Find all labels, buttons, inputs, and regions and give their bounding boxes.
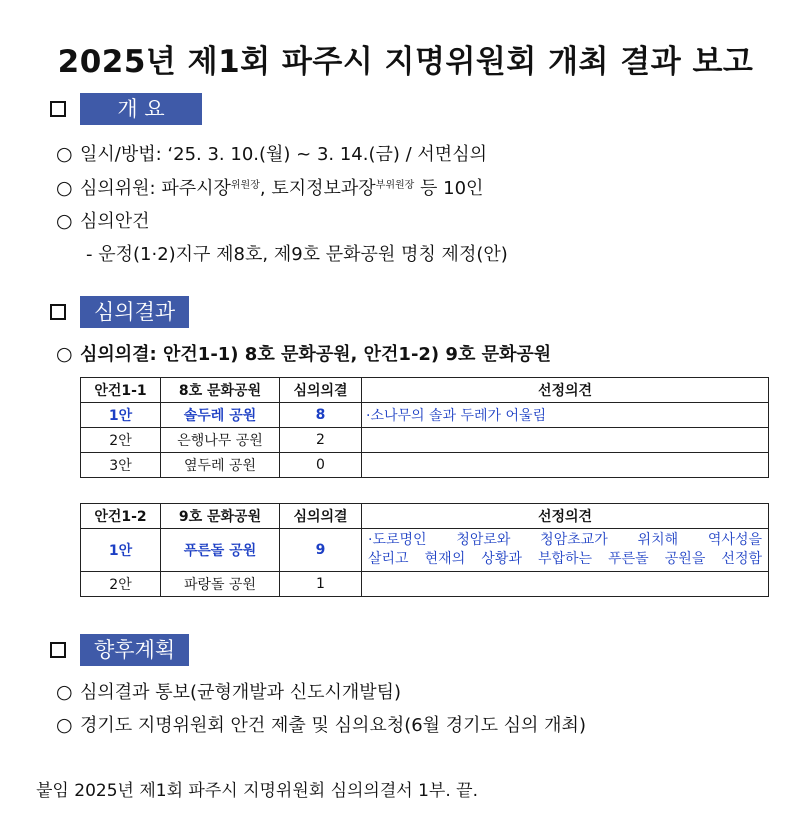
table-cell: [362, 428, 769, 453]
table-cell: 9: [280, 529, 362, 572]
section-overview-header: [50, 93, 202, 125]
result-summary: [56, 340, 551, 366]
table-row: [81, 453, 769, 478]
circle-bullet-icon: ○: [56, 143, 73, 165]
result-table-1: [80, 377, 769, 478]
overview-item-agenda: [56, 207, 150, 233]
members-text-a: 심의위원: 파주시장: [80, 178, 231, 199]
table-cell-opinion: [362, 529, 769, 572]
table-cell: 파랑돌 공원: [161, 572, 280, 597]
table-cell: 푸른돌 공원: [161, 529, 280, 572]
table-cell: 옆두레 공원: [161, 453, 280, 478]
table-cell: 은행나무 공원: [161, 428, 280, 453]
table-cell: 3안: [81, 453, 161, 478]
table-header-row: [81, 378, 769, 403]
opinion-line: 살리고 현재의 상황과 부합하는 푸른돌 공원을 선정함: [368, 551, 762, 567]
table-cell: 1안: [81, 403, 161, 428]
checkbox-square-icon: [50, 642, 66, 658]
checkbox-square-icon: [50, 101, 66, 117]
table-header-cell: 심의의결: [280, 504, 362, 529]
circle-bullet-icon: ○: [56, 343, 73, 365]
table-cell: 1: [280, 572, 362, 597]
overview-item-schedule: [56, 140, 487, 166]
agenda-sub-item: - 운정(1·2)지구 제8호, 제9호 문화공원 명칭 제정(안): [86, 244, 508, 265]
table-cell: 2: [280, 428, 362, 453]
plan-item-notify: [56, 678, 401, 704]
table-cell: 솔두레 공원: [161, 403, 280, 428]
plan-item-submit: [56, 711, 586, 737]
opinion-line: ·도로명인 청암로와 청암초교가 위치해 역사성을: [368, 532, 762, 548]
table-header-cell: 안건1-1: [81, 378, 161, 403]
table-cell: [362, 453, 769, 478]
checkbox-square-icon: [50, 304, 66, 320]
members-sup-vice: 부위원장: [375, 180, 415, 191]
overview-schedule-text: 일시/방법: ‘25. 3. 10.(월) ~ 3. 14.(금) / 서면심의: [80, 144, 487, 165]
result-summary-text: 심의의결: 안건1-1) 8호 문화공원, 안건1-2) 9호 문화공원: [80, 344, 552, 365]
overview-item-members: [56, 174, 483, 200]
members-text-b: , 토지정보과장: [259, 178, 376, 199]
circle-bullet-icon: ○: [56, 210, 73, 232]
table-row: [81, 403, 769, 428]
section-band: 향후계획: [80, 634, 189, 666]
table-header-cell: 심의의결: [280, 378, 362, 403]
attachment-footer: 붙임 2025년 제1회 파주시 지명위원회 심의의결서 1부. 끝.: [36, 781, 478, 801]
table-row: [81, 529, 769, 572]
plan-submit-text: 경기도 지명위원회 안건 제출 및 심의요청(6월 경기도 심의 개최): [80, 715, 586, 736]
table-cell: 0: [280, 453, 362, 478]
table-cell: 8: [280, 403, 362, 428]
table-row: [81, 572, 769, 597]
members-sup-chair: 위원장: [230, 180, 260, 191]
result-table-2: [80, 503, 769, 597]
table-header-cell: 선정의견: [362, 378, 769, 403]
circle-bullet-icon: ○: [56, 681, 73, 703]
table-header-cell: 9호 문화공원: [161, 504, 280, 529]
table-header-cell: 선정의견: [362, 504, 769, 529]
table-row: [81, 428, 769, 453]
table-cell: 1안: [81, 529, 161, 572]
plan-notify-text: 심의결과 통보(균형개발과 신도시개발팀): [80, 682, 402, 703]
agenda-text: 심의안건: [80, 211, 150, 232]
table-header-cell: 8호 문화공원: [161, 378, 280, 403]
table-cell: ·소나무의 솔과 두레가 어울림: [362, 403, 769, 428]
circle-bullet-icon: ○: [56, 177, 73, 199]
document-title: 2025년 제1회 파주시 지명위원회 개최 결과 보고: [57, 44, 754, 80]
section-band: 심의결과: [80, 296, 189, 328]
table-cell: [362, 572, 769, 597]
members-text-c: 등 10인: [414, 178, 484, 199]
section-result-header: [50, 296, 189, 328]
table-header-cell: 안건1-2: [81, 504, 161, 529]
circle-bullet-icon: ○: [56, 714, 73, 736]
section-band: 개 요: [80, 93, 202, 125]
table-cell: 2안: [81, 572, 161, 597]
table-header-row: [81, 504, 769, 529]
section-plan-header: [50, 634, 189, 666]
table-cell: 2안: [81, 428, 161, 453]
